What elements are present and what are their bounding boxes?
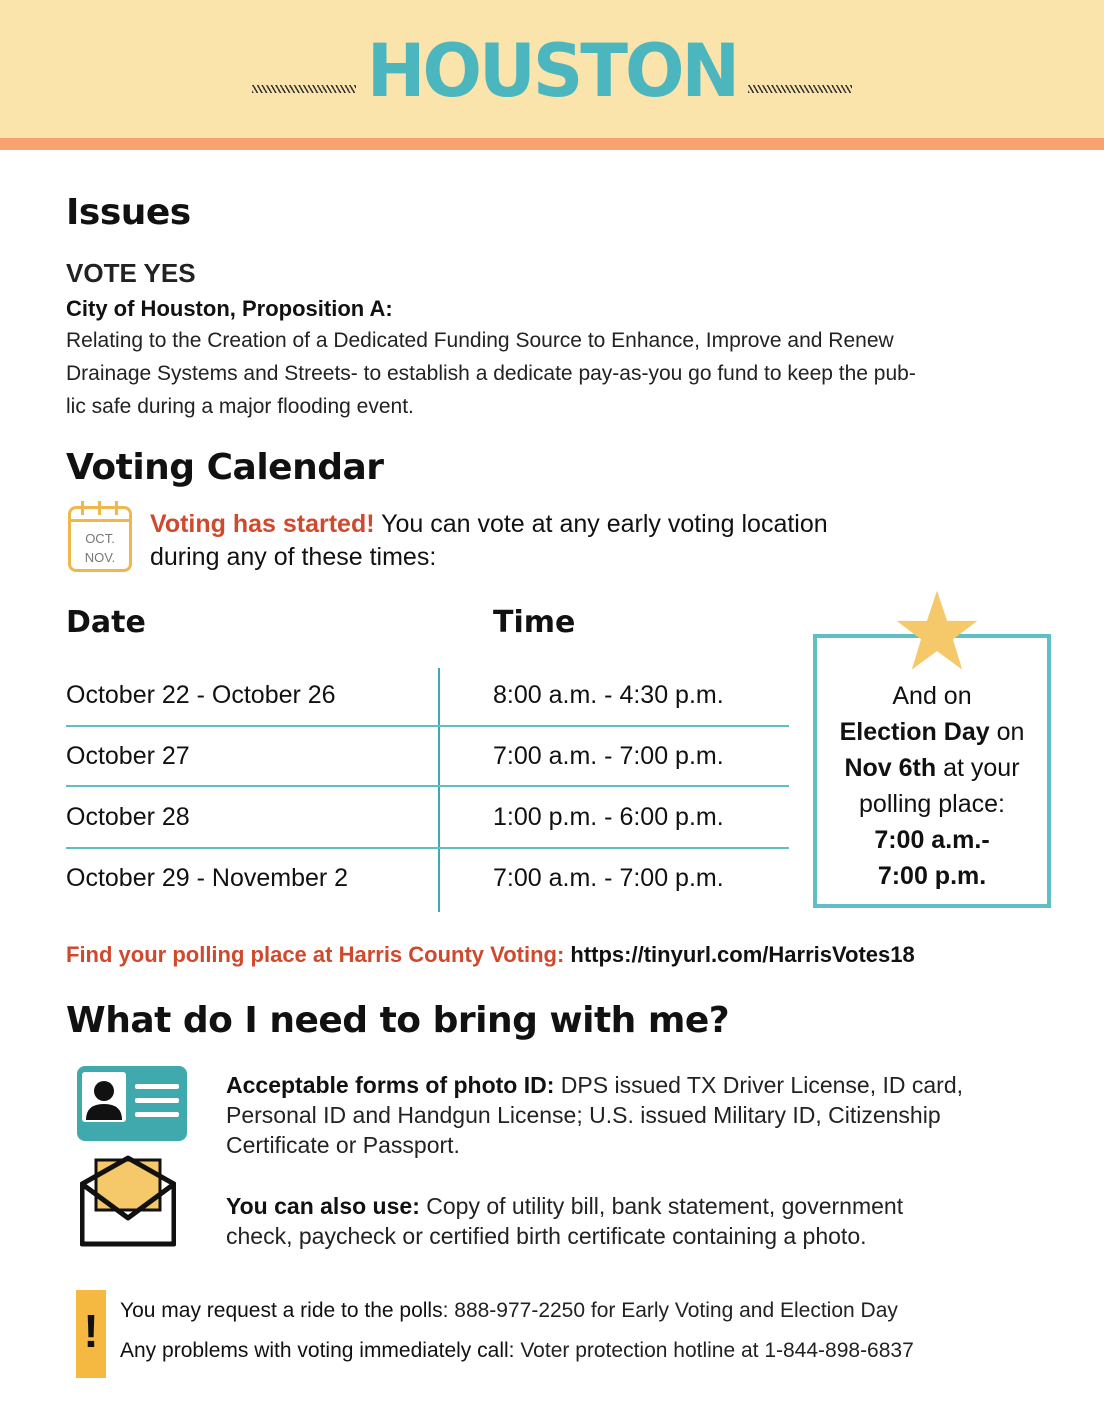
header-stripe xyxy=(0,138,1104,150)
alternative-id-text xyxy=(226,1191,1046,1251)
photo-id-label: Acceptable forms of photo ID: xyxy=(226,1072,555,1098)
voting-intro-line1: You can vote at any early voting location xyxy=(381,510,828,538)
polling-place-label: Find your polling place at Harris County Voting: xyxy=(66,942,565,967)
calendar-icon-month-1: OCT. xyxy=(85,531,115,546)
hotline-phone: Voter protection hotline at 1-844-898-6837 xyxy=(514,1339,914,1362)
ride-note xyxy=(120,1299,898,1323)
election-day-line: And on xyxy=(892,682,972,710)
proposition-line: Relating to the Creation of a Dedicated Funding Source to Enhance, Improve and Renew xyxy=(66,329,894,352)
voting-calendar-heading: Voting Calendar xyxy=(66,447,384,488)
election-day-line: on xyxy=(989,718,1025,746)
polling-place-line xyxy=(66,942,915,968)
alternative-id-line: Copy of utility bill, bank statement, government xyxy=(419,1193,904,1219)
election-hours-start: 7:00 a.m.- xyxy=(874,826,990,854)
voting-started-highlight: Voting has started! xyxy=(150,510,375,538)
problem-label: Any problems with voting immediately call: xyxy=(120,1339,515,1362)
election-day-label: Election Day xyxy=(839,718,990,746)
schedule-time: 7:00 a.m. - 7:00 p.m. xyxy=(493,742,724,770)
envelope-icon xyxy=(80,1154,176,1248)
table-row-divider xyxy=(66,847,789,849)
schedule-date: October 29 - November 2 xyxy=(66,864,349,892)
time-column-header: Time xyxy=(493,605,576,640)
voting-intro xyxy=(150,508,828,574)
proposition-title: City of Houston, Proposition A: xyxy=(66,296,393,321)
table-column-divider xyxy=(438,668,440,912)
date-column-header: Date xyxy=(66,605,146,640)
photo-id-line: DPS issued TX Driver License, ID card, xyxy=(554,1072,964,1098)
election-day-box xyxy=(813,634,1051,908)
warning-icon: ! xyxy=(76,1290,106,1378)
ride-phone: : 888-977-2250 for Early Voting and Election Day xyxy=(442,1299,898,1322)
schedule-time: 8:00 a.m. - 4:30 p.m. xyxy=(493,681,724,709)
calendar-icon xyxy=(68,506,132,572)
problem-note xyxy=(120,1339,914,1363)
election-date: Nov 6th xyxy=(844,754,937,782)
vote-yes-label: VOTE YES xyxy=(66,258,196,288)
alternative-id-label: You can also use: xyxy=(226,1193,420,1219)
election-hours-end: 7:00 p.m. xyxy=(877,862,987,890)
proposition-line: lic safe during a major flooding event. xyxy=(66,395,414,418)
schedule-time: 7:00 a.m. - 7:00 p.m. xyxy=(493,864,724,892)
photo-id-line: Personal ID and Handgun License; U.S. issued Military ID, Citizenship xyxy=(226,1102,941,1128)
page-title: HOUSTON xyxy=(366,27,738,115)
schedule-date: October 28 xyxy=(66,803,190,831)
ride-label: You may request a ride to the polls xyxy=(120,1299,443,1322)
bring-heading: What do I need to bring with me? xyxy=(66,1000,730,1041)
alternative-id-line: check, paycheck or certified birth certificate containing a photo. xyxy=(226,1223,867,1249)
star-icon xyxy=(895,589,979,673)
issues-heading: Issues xyxy=(66,192,191,233)
table-row-divider xyxy=(66,725,789,727)
schedule-time: 1:00 p.m. - 6:00 p.m. xyxy=(493,803,724,831)
voting-intro-line2: during any of these times: xyxy=(150,543,437,571)
schedule-date: October 22 - October 26 xyxy=(66,681,336,709)
election-day-line: polling place: xyxy=(859,790,1005,818)
election-day-line: at your xyxy=(936,754,1020,782)
calendar-icon-month-2: NOV. xyxy=(84,550,116,565)
proposition-line: Drainage Systems and Streets- to establish a dedicate pay-as-you go fund to keep the pub- xyxy=(66,362,916,385)
polling-place-link[interactable]: https://tinyurl.com/HarrisVotes18 xyxy=(570,942,915,967)
schedule-date: October 27 xyxy=(66,742,190,770)
id-card-icon xyxy=(77,1066,187,1141)
photo-id-text xyxy=(226,1070,1046,1160)
photo-id-line: Certificate or Passport. xyxy=(226,1132,460,1158)
table-row-divider xyxy=(66,785,789,787)
